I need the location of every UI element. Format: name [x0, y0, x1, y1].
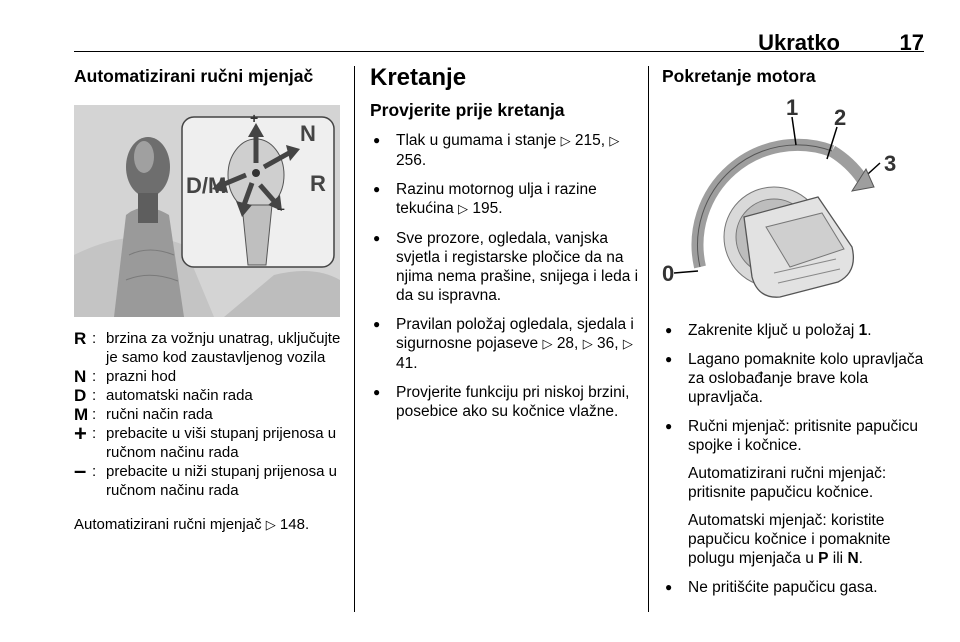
page-ref-icon: ▷ — [622, 337, 633, 352]
checks-subheading: Provjerite prije kretanja — [370, 100, 565, 120]
gear-label-dm: D/M — [186, 173, 227, 198]
list-item: ● Ručni mjenjač: pritisnite papučicu spojke i kočnice. Automatizirani ručni mjenjač: pritisnite papučicu kočnice. Automatski mjenjač: koristite papučicu kočnice i pomaknite polugu mjenjača u P ili N. — [662, 417, 927, 568]
legend-row-d: D : automatski način rada — [74, 386, 344, 405]
page-ref[interactable]: 256. — [396, 152, 427, 169]
legend-row-r: R : brzina za vožnju unatrag, uključujte je samo kod zaustavljenog vozila — [74, 329, 344, 367]
legend-text: prebacite u niži stupanj prijenosa u ručnom načinu rada — [106, 463, 337, 499]
gear-label-r: R — [310, 171, 326, 196]
list-item: ● Sve prozore, ogledala, vanjska svjetla i registarske pločice da na njima nema prašine, snijega i leda i da su ispravna. — [370, 229, 640, 305]
gearbox-heading: Automatizirani ručni mjenjač — [74, 66, 314, 86]
gearbox-cross-reference — [74, 516, 344, 533]
page-section-title: Ukratko — [758, 30, 840, 55]
legend-key: M — [74, 405, 89, 424]
legend-row-minus: – : prebacite u niži stupanj prijenosa u ručnom načinu rada — [74, 462, 344, 500]
engine-start-heading: Pokretanje motora — [662, 66, 816, 86]
svg-text:+: + — [250, 110, 259, 126]
ignition-position-2: 2 — [834, 105, 847, 130]
key-position: 1 — [858, 322, 868, 339]
legend-key: R — [74, 329, 87, 348]
page-ref[interactable]: 215, — [574, 132, 606, 149]
legend-text: ručni način rada — [106, 406, 213, 423]
legend-text: automatski način rada — [106, 387, 253, 404]
legend-key: N — [74, 367, 87, 386]
note-text: Automatizirani ručni mjenjač — [74, 516, 262, 533]
column-driving — [370, 66, 640, 431]
minus-icon: – — [74, 458, 87, 483]
page-ref[interactable]: 41. — [396, 355, 418, 372]
list-item: ● Pravilan položaj ogledala, sjedala i sigurnosne pojaseve ▷ 28, ▷ 36, ▷ 41. — [370, 315, 640, 373]
engine-start-list — [662, 321, 927, 597]
gear-lever-drawing — [74, 105, 340, 317]
ignition-drawing — [662, 97, 924, 309]
column-divider-1 — [354, 66, 355, 612]
ignition-position-0: 0 — [662, 261, 675, 286]
ignition-illustration — [662, 97, 924, 309]
list-item: ● Razinu motornog ulja i razine tekućina ▷ 195. — [370, 180, 640, 219]
column-engine-start — [662, 66, 927, 607]
list-item: ● Zakrenite ključ u položaj 1. — [662, 321, 927, 340]
page-ref[interactable]: 28, — [556, 335, 579, 352]
page-ref-icon: ▷ — [458, 202, 469, 217]
driving-heading: Kretanje — [370, 64, 467, 91]
list-item: ● Ne pritišćite papučicu gasa. — [662, 578, 927, 597]
column-gearbox — [74, 66, 344, 533]
list-item: ● Provjerite funkciju pri niskoj brzini, posebice ako su kočnice vlažne. — [370, 383, 640, 421]
page-ref[interactable]: 195. — [472, 200, 503, 217]
plus-icon: + — [74, 421, 87, 446]
ignition-position-1: 1 — [786, 97, 799, 120]
gear-legend — [74, 329, 344, 500]
checks-list — [370, 131, 640, 421]
note-ref[interactable]: 148. — [279, 516, 310, 533]
header-rule — [74, 51, 924, 52]
legend-text: prazni hod — [106, 368, 177, 385]
page-ref[interactable]: 36, — [597, 335, 619, 352]
legend-row-n: N : prazni hod — [74, 367, 344, 386]
gear-lever-illustration — [74, 105, 340, 317]
legend-row-m: M : ručni način rada — [74, 405, 344, 424]
list-item: ● Lagano pomaknite kolo upravljača za oslobađanje brave kola upravljača. — [662, 350, 927, 407]
gear-label-n: N — [300, 121, 316, 146]
legend-text: prebacite u viši stupanj prijenosa u ručnom načinu rada — [106, 425, 337, 461]
automatic-gearbox-instruction: Automatski mjenjač: koristite papučicu kočnice i pomaknite polugu mjenjača u P ili N. — [688, 512, 891, 567]
automated-gearbox-instruction: Automatizirani ručni mjenjač: pritisnite papučicu kočnice. — [688, 465, 887, 501]
svg-text:–: – — [277, 200, 285, 216]
legend-row-plus: + : prebacite u viši stupanj prijenosa u ručnom načinu rada — [74, 424, 344, 462]
page-ref-icon: ▷ — [265, 518, 276, 533]
page-ref-icon: ▷ — [609, 134, 620, 149]
legend-key: D — [74, 386, 87, 405]
page-ref-icon: ▷ — [560, 134, 571, 149]
legend-text: brzina za vožnju unatrag, uključujte je samo kod zaustavljenog vozila — [106, 330, 341, 366]
page-ref-icon: ▷ — [582, 337, 593, 352]
list-item: ● Tlak u gumama i stanje ▷ 215, ▷ 256. — [370, 131, 640, 170]
page-number: 17 — [899, 30, 924, 55]
page-ref-icon: ▷ — [542, 337, 553, 352]
ignition-position-3: 3 — [884, 151, 897, 176]
column-divider-2 — [648, 66, 649, 612]
